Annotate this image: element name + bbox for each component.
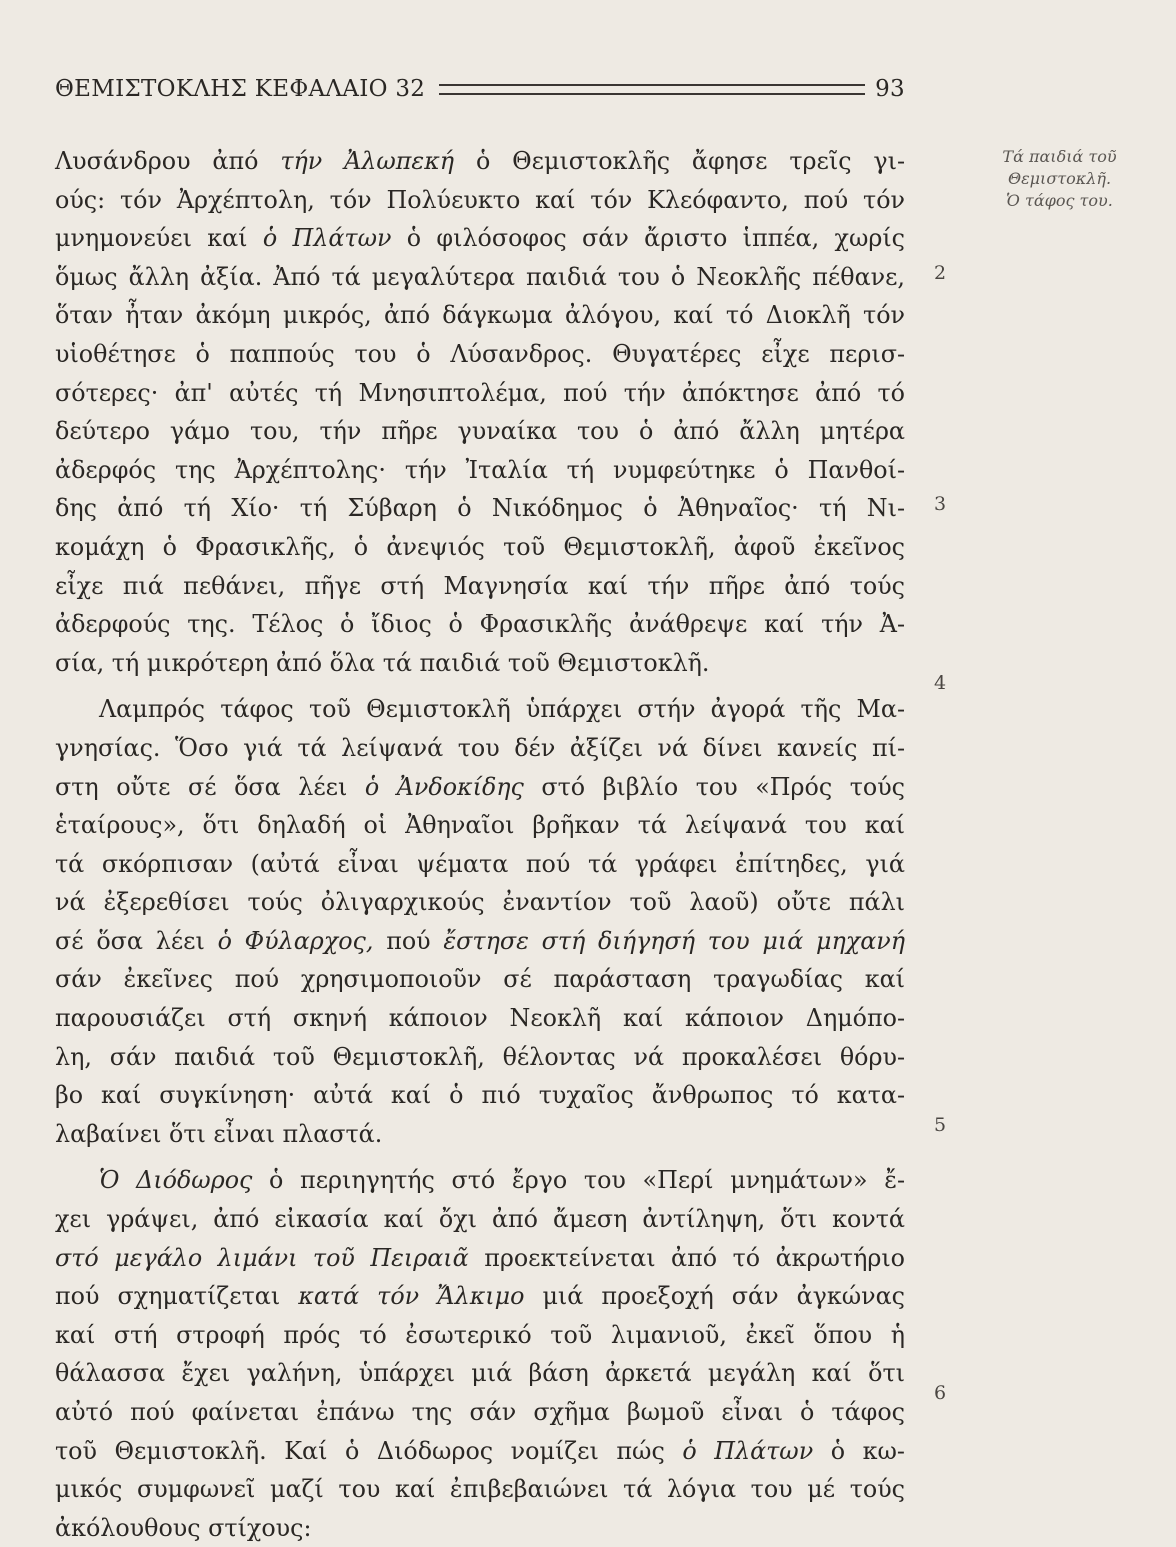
- text-line: παρουσιάζει στή σκηνή κάποιον Νεοκλῆ καί κάποιον Δημόπο-: [55, 1004, 905, 1033]
- text-line: γνησίας. Ὅσο γιά τά λείψανά του δέν ἀξίζει νά δίνει κανείς πί-: [55, 733, 905, 762]
- text-line: ἑταίρους», ὅτι δηλαδή οἱ Ἀθηναῖοι βρῆκαν τά λείψανά του καί: [55, 811, 905, 840]
- text-line: δης ἀπό τή Χίο· τή Σύβαρη ὁ Νικόδημος ὁ Ἀθηναῖος· τή Νι-: [55, 494, 905, 523]
- paragraph-3: [55, 1161, 905, 1547]
- section-number-6: 6: [933, 1382, 947, 1404]
- text-line: ἀκόλουθους στίχους:: [55, 1513, 312, 1542]
- text-line: νά ἐξερεθίσει τούς ὀλιγαρχικούς ἐναντίον τοῦ λαοῦ) οὔτε πάλι: [55, 888, 905, 917]
- text-line: Λυσάνδρου ἀπό τήν Ἀλωπεκή ὁ Θεμιστοκλῆς ἄφησε τρεῖς γι-: [55, 147, 905, 175]
- text-line: τά σκόρπισαν (αὐτά εἶναι ψέματα πού τά γράφει ἐπίτηδες, γιά: [55, 849, 905, 878]
- paragraph-2: [55, 690, 905, 1153]
- text-line: Λαμπρός τάφος τοῦ Θεμιστοκλῆ ὑπάρχει στήν ἀγορά τῆς Μα-: [99, 695, 905, 724]
- text-line: ἀδερφός της Ἀρχέπτολης· τήν Ἰταλία τή νυμφεύτηκε ὁ Πανθοί-: [55, 455, 905, 484]
- page-number: 93: [875, 76, 905, 102]
- text-line: εἶχε πιά πεθάνει, πῆγε στή Μαγνησία καί τήν πῆρε ἀπό τούς: [55, 571, 905, 600]
- body-text: [55, 142, 905, 1547]
- text-line: ὅταν ἦταν ἀκόμη μικρός, ἀπό δάγκωμα ἀλόγου, καί τό Διοκλῆ τόν: [55, 301, 905, 330]
- margin-note: [972, 146, 1147, 212]
- text-line: λαβαίνει ὅτι εἶναι πλαστά.: [55, 1119, 383, 1148]
- text-line: χει γράψει, ἀπό εἰκασία καί ὄχι ἀπό ἄμεση ἀντίληψη, ὅτι κοντά: [55, 1205, 905, 1234]
- margin-note-line: Θεμιστοκλῆ.: [1007, 169, 1112, 188]
- running-head: [55, 72, 905, 106]
- text-line: κομάχη ὁ Φρασικλῆς, ὁ ἀνεψιός τοῦ Θεμιστοκλῆ, ἀφοῦ ἐκεῖνος: [55, 532, 905, 561]
- text-line: τοῦ Θεμιστοκλῆ. Καί ὁ Διόδωρος νομίζει πώς ὁ Πλάτων ὁ κω-: [55, 1436, 905, 1465]
- text-line: σία, τή μικρότερη ἀπό ὅλα τά παιδιά τοῦ Θεμιστοκλῆ.: [55, 648, 710, 677]
- text-line: σότερες· ἀπ' αὐτές τή Μνησιπτολέμα, πού τήν ἀπόκτησε ἀπό τό: [55, 378, 905, 407]
- text-line: μνημονεύει καί ὁ Πλάτων ὁ φιλόσοφος σάν ἄριστο ἱππέα, χωρίς: [55, 224, 905, 253]
- text-line: στη οὔτε σέ ὅσα λέει ὁ Ἀνδοκίδης στό βιβλίο του «Πρός τούς: [55, 772, 906, 801]
- text-line: μικός συμφωνεῖ μαζί του καί ἐπιβεβαιώνει τά λόγια του μέ τούς: [55, 1475, 905, 1504]
- section-number-2: 2: [933, 262, 947, 284]
- text-line: Ὁ Διόδωρος ὁ περιηγητής στό ἔργο του «Περί μνημάτων» ἔ-: [99, 1166, 906, 1195]
- margin-note-line: Ὁ τάφος του.: [1006, 191, 1113, 210]
- text-line: ούς: τόν Ἀρχέπτολη, τόν Πολύευκτο καί τόν Κλεόφαντο, πού τόν: [55, 185, 905, 214]
- chapter-title: ΘΕΜΙΣΤΟΚΛΗΣ ΚΕΦΑΛΑΙΟ 32: [55, 76, 426, 102]
- text-line: σάν ἐκεῖνες πού χρησιμοποιοῦν σέ παράσταση τραγωδίας καί: [55, 965, 905, 994]
- section-number-5: 5: [933, 1114, 947, 1136]
- text-line: αὐτό πού φαίνεται ἐπάνω της σάν σχῆμα βωμοῦ εἶναι ὁ τάφος: [55, 1398, 905, 1426]
- text-line: σέ ὅσα λέει ὁ Φύλαρχος, πού ἔστησε στή διήγησή του μιά μηχανή: [55, 926, 905, 955]
- text-line: καί στή στροφή πρός τό ἐσωτερικό τοῦ λιμανιοῦ, ἐκεῖ ὅπου ἡ: [55, 1320, 905, 1349]
- text-line: πού σχηματίζεται κατά τόν Ἄλκιμο μιά προεξοχή σάν ἀγκώνας: [55, 1282, 906, 1311]
- section-number-3: 3: [933, 493, 947, 515]
- text-line: δεύτερο γάμο του, τήν πῆρε γυναίκα του ὁ ἀπό ἄλλη μητέρα: [55, 417, 905, 446]
- text-line: ὅμως ἄλλη ἀξία. Ἀπό τά μεγαλύτερα παιδιά του ὁ Νεοκλῆς πέθανε,: [55, 262, 905, 291]
- header-double-rule: [439, 84, 865, 95]
- text-line: υἱοθέτησε ὁ παππούς του ὁ Λύσανδρος. Θυγατέρες εἶχε περισ-: [55, 339, 905, 368]
- paragraph-1: [55, 142, 905, 682]
- margin-note-line: Τά παιδιά τοῦ: [1002, 147, 1117, 166]
- text-line: θάλασσα ἔχει γαλήνη, ὑπάρχει μιά βάση ἀρκετά μεγάλη καί ὅτι: [55, 1359, 905, 1388]
- text-line: ἀδερφούς της. Τέλος ὁ ἴδιος ὁ Φρασικλῆς ἀνάθρεψε καί τήν Ἀ-: [55, 610, 905, 639]
- section-number-4: 4: [933, 672, 947, 694]
- text-line: λη, σάν παιδιά τοῦ Θεμιστοκλῆ, θέλοντας νά προκαλέσει θόρυ-: [55, 1042, 905, 1071]
- text-line: βο καί συγκίνηση· αὐτά καί ὁ πιό τυχαῖος ἄνθρωπος τό κατα-: [55, 1081, 905, 1110]
- text-line: στό μεγάλο λιμάνι τοῦ Πειραιᾶ προεκτείνεται ἀπό τό ἀκρωτήριο: [55, 1243, 905, 1272]
